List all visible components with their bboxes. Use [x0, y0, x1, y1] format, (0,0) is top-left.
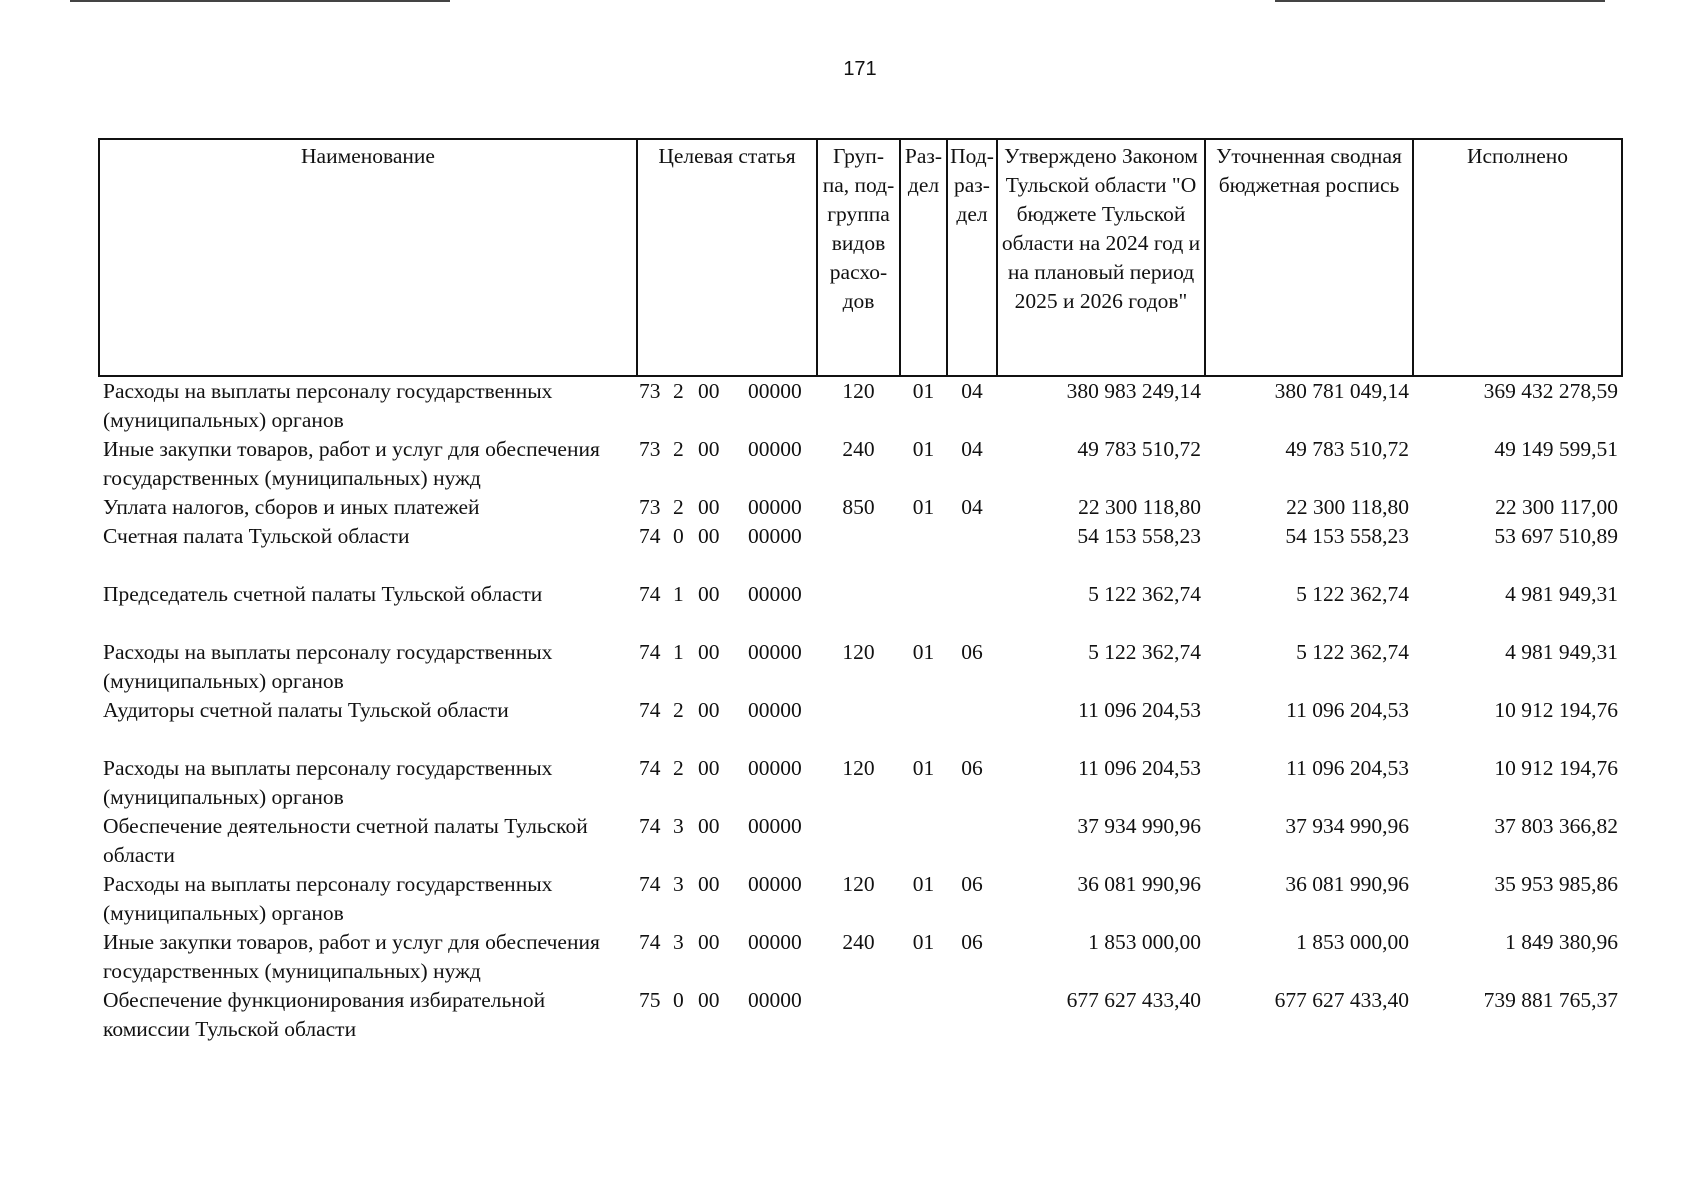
target-article-part: 1	[673, 640, 684, 664]
row-subsection	[947, 522, 997, 580]
row-subsection	[947, 812, 997, 870]
target-article-part: 00000	[748, 872, 802, 896]
row-refined: 11 096 204,53	[1286, 756, 1409, 780]
header-section: Раз-дел	[900, 139, 947, 376]
table-row	[99, 493, 1622, 522]
row-subsection	[947, 696, 997, 754]
row-expense-group	[817, 812, 900, 870]
target-article-part: 2	[673, 756, 684, 780]
table-row	[99, 754, 1622, 812]
row-refined: 49 783 510,72	[1285, 437, 1409, 461]
row-approved: 1 853 000,00	[1088, 930, 1201, 954]
row-expense-group: 240	[842, 930, 875, 954]
row-section	[900, 696, 947, 754]
row-target-article	[637, 986, 817, 1044]
row-executed: 4 981 949,31	[1505, 640, 1618, 664]
row-name: Иные закупки товаров, работ и услуг для обеспечения государственных (муниципальных) нужд	[103, 437, 600, 490]
row-refined: 5 122 362,74	[1296, 582, 1409, 606]
row-target-article	[637, 522, 817, 580]
row-section: 01	[912, 379, 935, 403]
table-row	[99, 870, 1622, 928]
header-subsection: Под-раз-дел	[947, 139, 997, 376]
row-refined: 5 122 362,74	[1296, 640, 1409, 664]
top-rule-left	[70, 0, 450, 2]
target-article-part: 73	[639, 495, 661, 519]
row-section: 01	[912, 930, 935, 954]
target-article-part: 00	[698, 698, 720, 722]
row-section: 01	[912, 756, 935, 780]
row-executed: 37 803 366,82	[1494, 814, 1618, 838]
row-target-article	[637, 376, 817, 435]
budget-table	[98, 138, 1623, 1044]
target-article-part: 74	[639, 640, 661, 664]
row-executed: 53 697 510,89	[1494, 524, 1618, 548]
target-article-part: 00000	[748, 495, 802, 519]
row-target-article	[637, 435, 817, 493]
row-subsection: 04	[961, 379, 983, 403]
row-target-article	[637, 812, 817, 870]
row-expense-group: 120	[842, 872, 875, 896]
target-article-part: 73	[639, 379, 661, 403]
target-article-part: 2	[673, 379, 684, 403]
row-expense-group	[817, 986, 900, 1044]
table-header	[99, 139, 1622, 376]
target-article-part: 74	[639, 814, 661, 838]
table-row	[99, 376, 1622, 435]
row-subsection	[947, 580, 997, 638]
target-article-part: 3	[673, 814, 684, 838]
row-name: Иные закупки товаров, работ и услуг для обеспечения государственных (муниципальных) нужд	[103, 930, 600, 983]
target-article-part: 00000	[748, 379, 802, 403]
target-article-part: 00000	[748, 437, 802, 461]
target-article-part: 00	[698, 640, 720, 664]
row-name: Расходы на выплаты персоналу государственных (муниципальных) органов	[103, 640, 553, 693]
target-article-part: 0	[673, 988, 684, 1012]
target-article-part: 74	[639, 698, 661, 722]
target-article-part: 73	[639, 437, 661, 461]
row-executed: 10 912 194,76	[1494, 756, 1618, 780]
row-target-article	[637, 638, 817, 696]
row-refined: 22 300 118,80	[1286, 495, 1409, 519]
row-executed: 739 881 765,37	[1483, 988, 1618, 1012]
row-subsection: 06	[961, 872, 983, 896]
target-article-part: 3	[673, 930, 684, 954]
row-executed: 1 849 380,96	[1505, 930, 1618, 954]
target-article-part: 74	[639, 872, 661, 896]
row-approved: 677 627 433,40	[1066, 988, 1201, 1012]
row-subsection: 04	[961, 495, 983, 519]
row-executed: 369 432 278,59	[1483, 379, 1618, 403]
target-article-part: 00000	[748, 524, 802, 548]
row-refined: 380 781 049,14	[1274, 379, 1409, 403]
target-article-part: 00	[698, 988, 720, 1012]
row-refined: 36 081 990,96	[1285, 872, 1409, 896]
target-article-part: 0	[673, 524, 684, 548]
row-expense-group	[817, 696, 900, 754]
row-approved: 54 153 558,23	[1077, 524, 1201, 548]
header-refined: Уточненная сводная бюджетная роспись	[1205, 139, 1413, 376]
table-row	[99, 522, 1622, 580]
row-target-article	[637, 580, 817, 638]
row-approved: 11 096 204,53	[1078, 698, 1201, 722]
row-approved: 5 122 362,74	[1088, 640, 1201, 664]
row-target-article	[637, 870, 817, 928]
target-article-part: 1	[673, 582, 684, 606]
row-executed: 49 149 599,51	[1494, 437, 1618, 461]
target-article-part: 00000	[748, 988, 802, 1012]
header-approved: Утверждено Законом Тульской области "О бюджете Тульской области на 2024 год и на плановый период 2025 и 2026 годов"	[997, 139, 1205, 376]
row-target-article	[637, 493, 817, 522]
target-article-part: 74	[639, 582, 661, 606]
table-body	[99, 376, 1622, 1044]
target-article-part: 00	[698, 379, 720, 403]
row-approved: 36 081 990,96	[1077, 872, 1201, 896]
row-executed: 4 981 949,31	[1505, 582, 1618, 606]
target-article-part: 74	[639, 524, 661, 548]
header-name: Наименование	[99, 139, 637, 376]
row-name: Расходы на выплаты персоналу государственных (муниципальных) органов	[103, 756, 553, 809]
header-row	[99, 139, 1622, 376]
target-article-part: 00	[698, 524, 720, 548]
target-article-part: 75	[639, 988, 661, 1012]
header-expense-group: Груп-па, под-группа видов расхо-дов	[817, 139, 900, 376]
row-target-article	[637, 754, 817, 812]
row-subsection: 04	[961, 437, 983, 461]
row-approved: 22 300 118,80	[1078, 495, 1201, 519]
row-approved: 49 783 510,72	[1077, 437, 1201, 461]
table-row	[99, 580, 1622, 638]
row-approved: 5 122 362,74	[1088, 582, 1201, 606]
target-article-part: 3	[673, 872, 684, 896]
target-article-part: 74	[639, 930, 661, 954]
target-article-part: 00	[698, 756, 720, 780]
row-name: Счетная палата Тульской области	[103, 524, 410, 548]
row-subsection: 06	[961, 930, 983, 954]
row-approved: 11 096 204,53	[1078, 756, 1201, 780]
row-approved: 380 983 249,14	[1066, 379, 1201, 403]
row-executed: 35 953 985,86	[1494, 872, 1618, 896]
row-section	[900, 812, 947, 870]
table-row	[99, 986, 1622, 1044]
target-article-part: 00000	[748, 756, 802, 780]
target-article-part: 00	[698, 495, 720, 519]
target-article-part: 00	[698, 930, 720, 954]
row-refined: 677 627 433,40	[1274, 988, 1409, 1012]
target-article-part: 00	[698, 872, 720, 896]
table-row	[99, 812, 1622, 870]
row-section	[900, 986, 947, 1044]
target-article-part: 74	[639, 756, 661, 780]
target-article-part: 00000	[748, 698, 802, 722]
row-section: 01	[912, 640, 935, 664]
row-name: Уплата налогов, сборов и иных платежей	[103, 495, 480, 519]
row-executed: 10 912 194,76	[1494, 698, 1618, 722]
target-article-part: 00000	[748, 640, 802, 664]
row-name: Аудиторы счетной палаты Тульской области	[103, 698, 509, 722]
target-article-part: 00000	[748, 582, 802, 606]
row-target-article	[637, 696, 817, 754]
header-target-article: Целевая статья	[637, 139, 817, 376]
row-expense-group: 120	[842, 379, 875, 403]
row-section: 01	[912, 872, 935, 896]
row-name: Обеспечение деятельности счетной палаты Тульской области	[103, 814, 588, 867]
target-article-part: 2	[673, 698, 684, 722]
row-section	[900, 522, 947, 580]
table-row	[99, 928, 1622, 986]
row-expense-group: 850	[842, 495, 875, 519]
row-approved: 37 934 990,96	[1077, 814, 1201, 838]
row-subsection	[947, 986, 997, 1044]
row-refined: 54 153 558,23	[1285, 524, 1409, 548]
row-subsection: 06	[961, 756, 983, 780]
row-expense-group: 120	[842, 756, 875, 780]
top-rule-right	[1275, 0, 1605, 2]
table-row	[99, 638, 1622, 696]
target-article-part: 00	[698, 814, 720, 838]
row-refined: 1 853 000,00	[1296, 930, 1409, 954]
row-expense-group	[817, 522, 900, 580]
table-row	[99, 696, 1622, 754]
row-refined: 37 934 990,96	[1285, 814, 1409, 838]
row-name: Председатель счетной палаты Тульской области	[103, 582, 543, 606]
target-article-part: 00	[698, 582, 720, 606]
target-article-part: 2	[673, 437, 684, 461]
table-row	[99, 435, 1622, 493]
row-name: Обеспечение функционирования избирательной комиссии Тульской области	[103, 988, 546, 1041]
page-number: 171	[843, 58, 877, 80]
row-expense-group	[817, 580, 900, 638]
row-target-article	[637, 928, 817, 986]
row-expense-group: 240	[842, 437, 875, 461]
row-section: 01	[912, 437, 935, 461]
row-expense-group: 120	[842, 640, 875, 664]
row-name: Расходы на выплаты персоналу государственных (муниципальных) органов	[103, 872, 553, 925]
row-section: 01	[912, 495, 935, 519]
row-subsection: 06	[961, 640, 983, 664]
row-name: Расходы на выплаты персоналу государственных (муниципальных) органов	[103, 379, 553, 432]
row-section	[900, 580, 947, 638]
target-article-part: 00000	[748, 814, 802, 838]
target-article-part: 2	[673, 495, 684, 519]
target-article-part: 00000	[748, 930, 802, 954]
row-refined: 11 096 204,53	[1286, 698, 1409, 722]
target-article-part: 00	[698, 437, 720, 461]
header-executed: Исполнено	[1413, 139, 1622, 376]
row-executed: 22 300 117,00	[1495, 495, 1618, 519]
